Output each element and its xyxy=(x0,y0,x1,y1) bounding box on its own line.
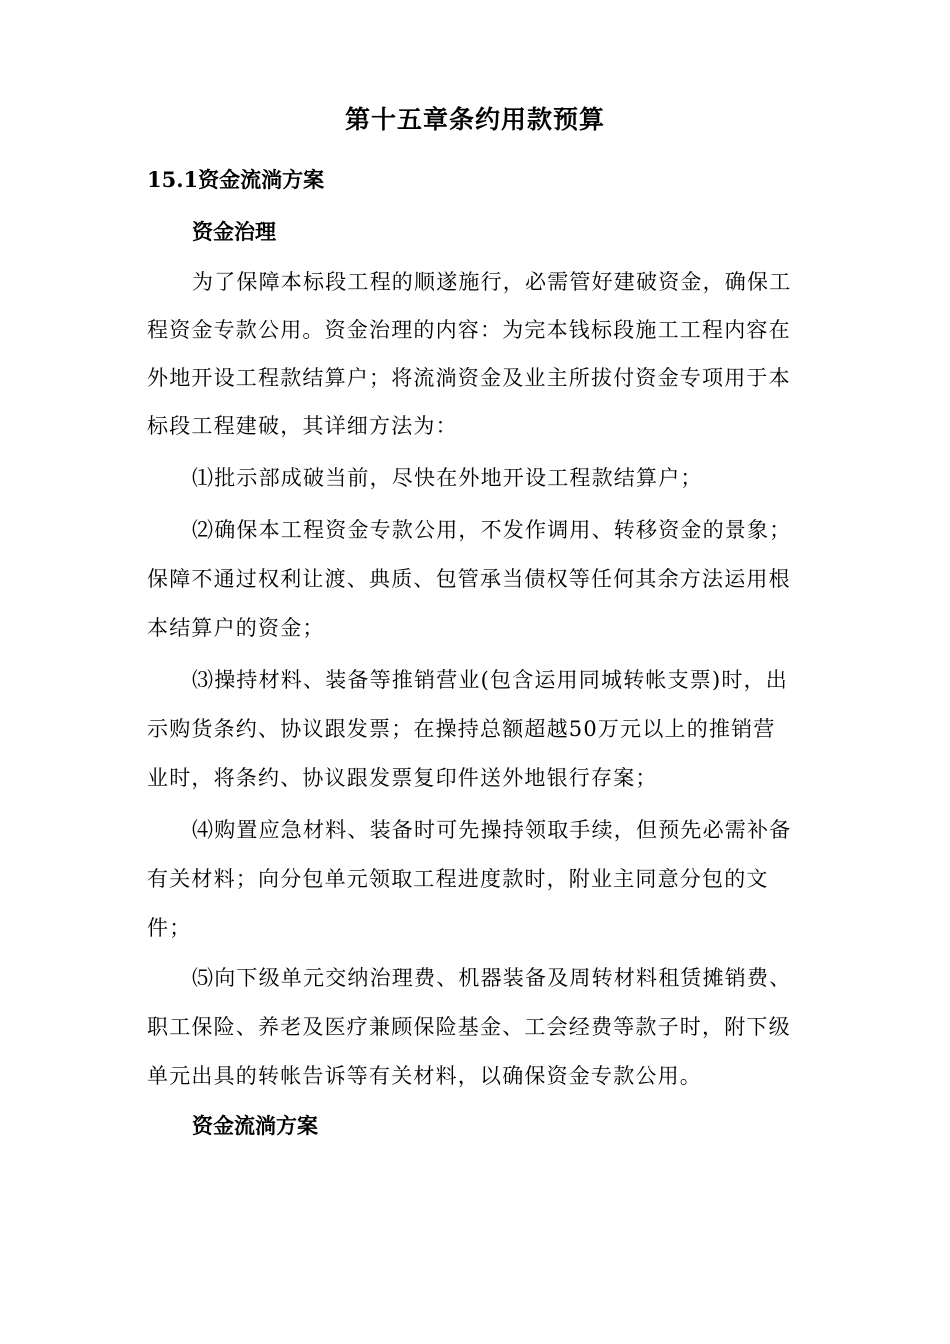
list-item-3-line: 示购货条约、协议跟发票；在操持总额超越50万元以上的推销营 xyxy=(147,717,776,741)
list-item-4-line: 件； xyxy=(147,916,192,940)
list-item-5: ⑸向下级单元交纳治理费、机器装备及周转材料租赁摊销费、 xyxy=(192,966,792,990)
list-item-2-line: 本结算户的资金； xyxy=(147,616,325,640)
paragraph-line: 为了保障本标段工程的顺遂施行，必需管好建破资金，确保工 xyxy=(192,270,792,294)
paragraph-line: 外地开设工程款结算户；将流淌资金及业主所拔付资金专项用于本 xyxy=(147,366,791,390)
subheading-fund-management: 资金治理 xyxy=(192,219,276,244)
list-item-4-line: 有关材料；向分包单元领取工程进度款时，附业主同意分包的文 xyxy=(147,867,769,891)
subheading-fund-flow: 资金流淌方案 xyxy=(192,1113,318,1138)
list-item-2: ⑵确保本工程资金专款公用，不发作调用、转移资金的景象； xyxy=(192,518,792,542)
list-item-3-line: 业时，将条约、协议跟发票复印件送外地银行存案； xyxy=(147,766,658,790)
list-item-1: ⑴批示部成破当前，尽快在外地开设工程款结算户； xyxy=(192,466,703,490)
paragraph-line: 程资金专款公用。资金治理的内容：为完本钱标段施工工程内容在 xyxy=(147,318,791,342)
list-item-2-line: 保障不通过权利让渡、典质、包管承当债权等任何其余方法运用根 xyxy=(147,567,791,591)
list-item-5-line: 职工保险、养老及医疗兼顾保险基金、工会经费等款子时，附下级 xyxy=(147,1015,791,1039)
chapter-title: 第十五章条约用款预算 xyxy=(344,105,605,134)
list-item-5-line: 单元出具的转帐告诉等有关材料，以确保资金专款公用。 xyxy=(147,1064,702,1088)
section-heading: 15.1资金流淌方案 xyxy=(147,167,325,192)
list-item-3: ⑶操持材料、装备等推销营业(包含运用同城转帐支票)时，出 xyxy=(192,668,788,692)
list-item-4: ⑷购置应急材料、装备时可先操持领取手续，但预先必需补备 xyxy=(192,818,792,842)
paragraph-line: 标段工程建破，其详细方法为： xyxy=(147,414,458,438)
